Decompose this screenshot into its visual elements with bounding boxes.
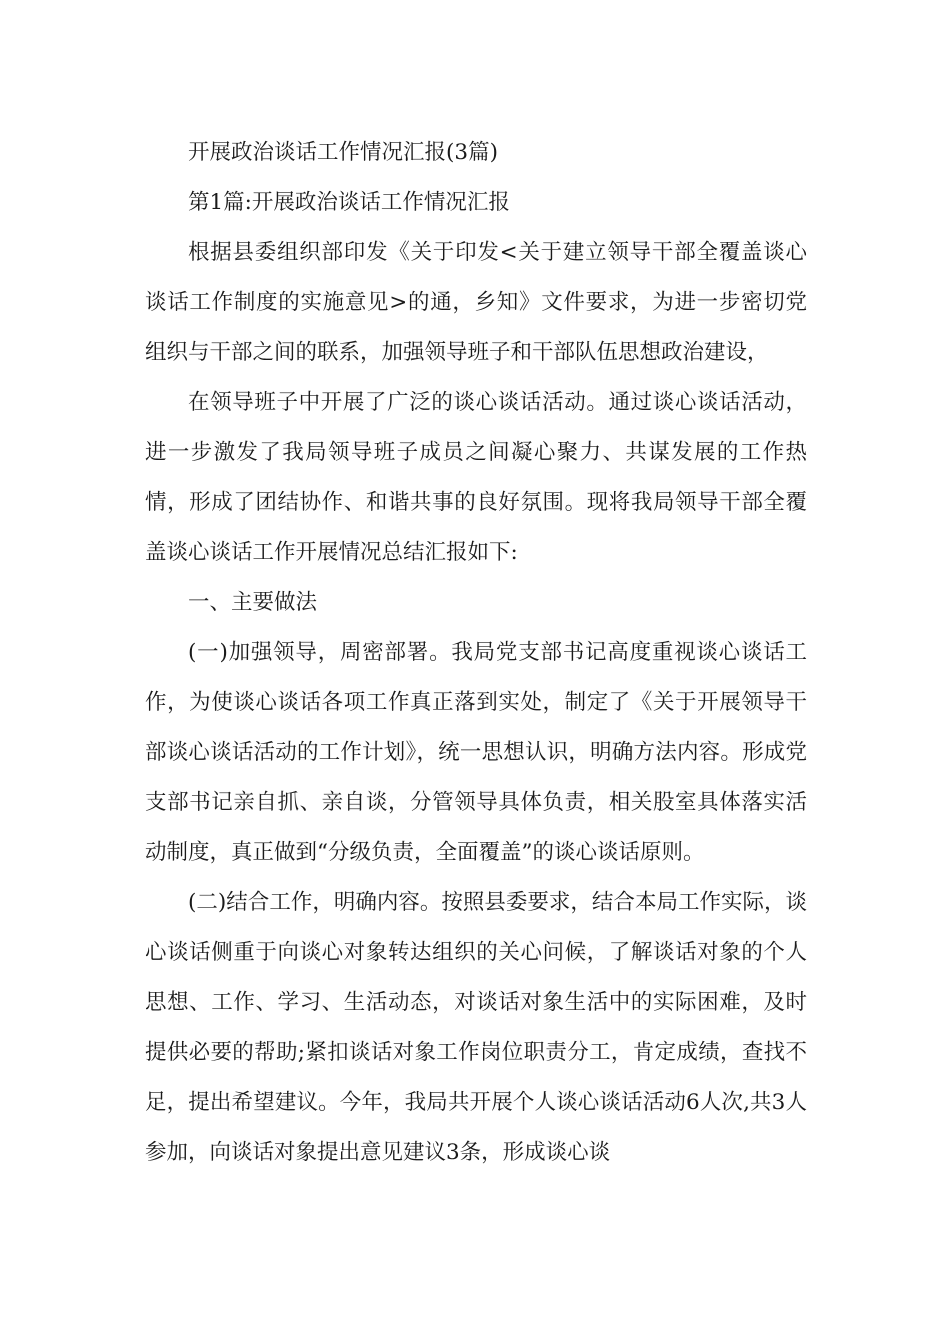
- paragraph-activity: 在领导班子中开展了广泛的谈心谈话活动。通过谈心谈话活动，进一步激发了我局领导班子成员之间凝心聚力、共谋发展的工作热情，形成了团结协作、和谐共事的良好氛围。现将我局领导干部全覆盖谈心谈话工作开展情况总结汇报如下:: [145, 390, 807, 565]
- document-title: 开展政治谈话工作情况汇报(3篇): [188, 140, 498, 165]
- paragraph-work-content: (二)结合工作，明确内容。按照县委要求，结合本局工作实际，谈心谈话侧重于向谈心对象转达组织的关心问候，了解谈话对象的个人思想、工作、学习、生活动态，对谈话对象生活中的实际困难，及时提供必要的帮助;紧扣谈话对象工作岗位职责分工，肯定成绩，查找不足，提出希望建议。今年，我局共开展个人谈心谈话活动6人次,共3人参加，向谈话对象提出意见建议3条，形成谈心谈: [145, 890, 807, 1165]
- document-body: [145, 128, 807, 1178]
- paragraph-leadership: (一)加强领导，周密部署。我局党支部书记高度重视谈心谈话工作，为使谈心谈话各项工作真正落到实处，制定了《关于开展领导干部谈心谈话活动的工作计划》，统一思想认识，明确方法内容。形成党支部书记亲自抓、亲自谈，分管领导具体负责，相关股室具体落实活动制度，真正做到“分级负责，全面覆盖”的谈心谈话原则。: [145, 640, 807, 865]
- paragraph-intro: 根据县委组织部印发《关于印发<关于建立领导干部全覆盖谈心谈话工作制度的实施意见>的通，乡知》文件要求，为进一步密切党组织与干部之间的联系，加强领导班子和干部队伍思想政治建设，: [145, 240, 807, 365]
- section-heading: 第1篇:开展政治谈话工作情况汇报: [188, 190, 510, 215]
- subheading-main-practices: 一、主要做法: [188, 590, 318, 615]
